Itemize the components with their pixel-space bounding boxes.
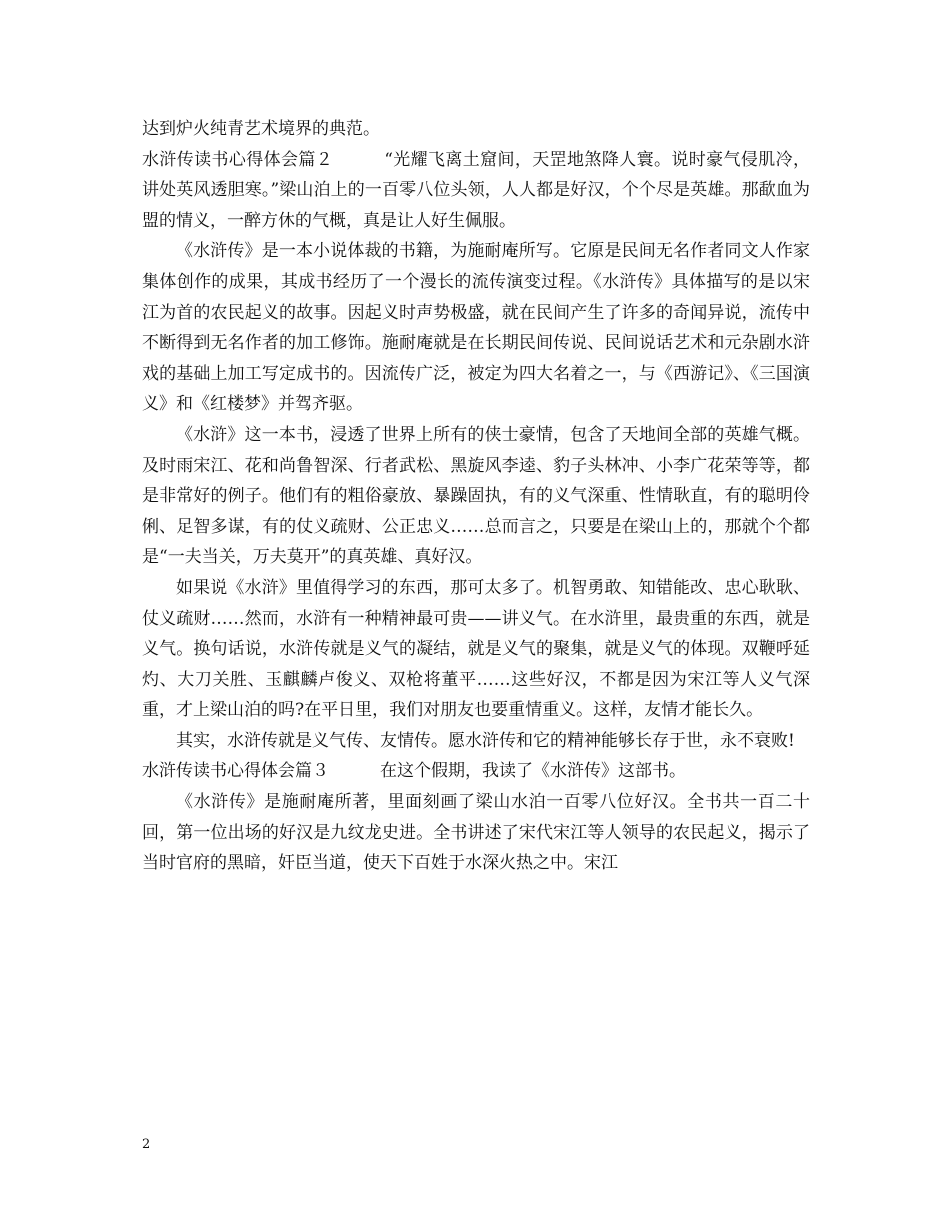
essay-heading-3 [142,756,810,787]
essay-heading-2 [142,145,810,237]
paragraph-text: 在这个假期，我读了《水浒传》这部书。 [380,761,686,782]
paragraph: 《水浒传》是一本小说体裁的书籍，为施耐庵所写。它原是民间无名作者同文人作家集体创作的成果，其成书经历了一个漫长的流传演变过程。《水浒传》具体描写的是以宋江为首的农民起义的故事。因起义时声势极盛，就在民间产生了许多的奇闻异说，流传中不断得到无名作者的加工修饰。施耐庵就是在长期民间传说、民间说话艺术和元杂剧水浒戏的基础上加工写定成书的。因流传广泛，被定为四大名着之一，与《西游记》、《三国演义》和《红楼梦》并驾齐驱。 [142,241,810,415]
essay-title: 水浒传读书心得体会篇３ [142,761,329,782]
paragraph: 《水浒传》是施耐庵所著，里面刻画了梁山水泊一百零八位好汉。全书共一百二十回，第一位出场的好汉是九纹龙史进。全书讲述了宋代宋江等人领导的农民起义，揭示了当时官府的黑暗，奸臣当道，使天下百姓于水深火热之中。宋江 [142,792,810,874]
paragraph: 《水浒》这一本书，浸透了世界上所有的侠士豪情，包含了天地间全部的英雄气概。及时雨宋江、花和尚鲁智深、行者武松、黑旋风李逵、豹子头林冲、小李广花荣等等，都是非常好的例子。他们有的粗俗豪放、暴躁固执，有的义气深重、性情耿直，有的聪明伶俐、足智多谋，有的仗义疏财、公正忠义……总而言之，只要是在梁山上的，那就个个都是“一夫当关，万夫莫开”的真英雄、真好汉。 [142,424,810,568]
paragraph-text: “光耀飞离土窟间，天罡地煞降人寰。说时豪气侵肌冷，讲处英风透胆寒。”梁山泊上的一百零八位头领，人人都是好汉，个个尽是英雄。那歃血为盟的情义，一醉方休的气概，真是让人好生佩服。 [142,149,810,231]
paragraph-continuation: 达到炉火纯青艺术境界的典范。 [142,119,380,139]
paragraph: 如果说《水浒》里值得学习的东西，那可太多了。机智勇敢、知错能改、忠心耿耿、仗义疏财……然而，水浒有一种精神最可贵——讲义气。在水浒里，最贵重的东西，就是义气。换句话说，水浒传就是义气的凝结，就是义气的聚集，就是义气的体现。双鞭呼延灼、大刀关胜、玉麒麟卢俊义、双枪将董平……这些好汉，不都是因为宋江等人义气深重，才上梁山泊的吗?在平日里，我们对朋友也要重情重义。这样，友情才能长久。 [142,577,810,721]
essay-title: 水浒传读书心得体会篇２ [142,149,334,170]
document-body [142,114,810,879]
page-number: 2 [142,1137,151,1152]
paragraph: 其实，水浒传就是义气传、友情传。愿水浒传和它的精神能够长存于世，永不衰败! [176,730,795,751]
